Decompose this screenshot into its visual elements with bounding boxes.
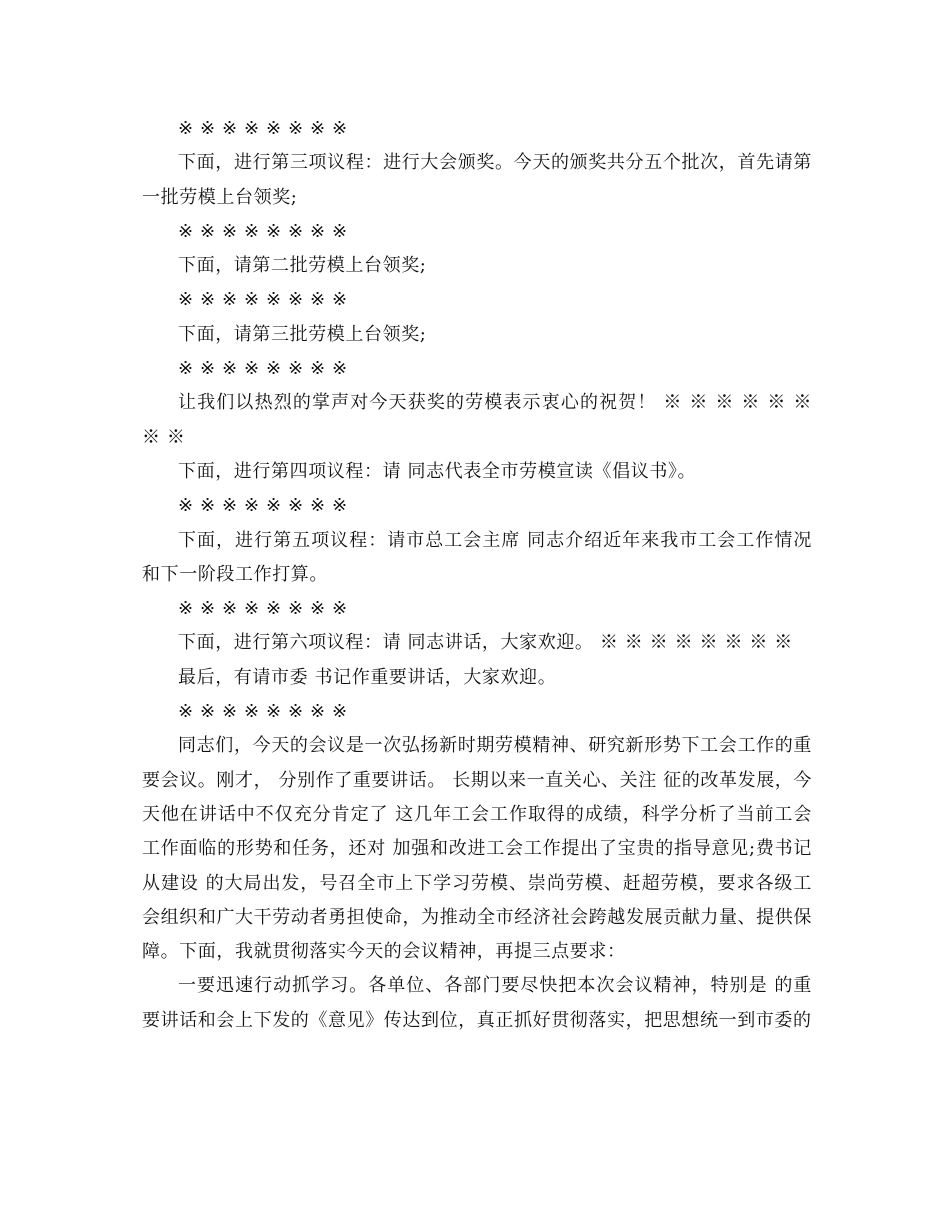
separator-line: ※ ※ ※ ※ ※ ※ ※ ※ (178, 118, 348, 139)
separator-line: ※ ※ ※ ※ ※ ※ ※ ※ (178, 701, 348, 723)
separator-line: ※ ※ ※ ※ ※ ※ ※ ※ (178, 289, 348, 311)
agenda-item-4: 下面，进行第四项议程：请 同志代表全市劳模宣读《倡议书》。 (178, 460, 697, 482)
separator-line: ※ ※ ※ ※ ※ ※ ※ ※ (178, 495, 348, 517)
award-batch-2: 下面，请第二批劳模上台领奖; (178, 255, 427, 277)
agenda-item-6: 下面，进行第六项议程：请 同志讲话，大家欢迎。 ※ ※ ※ ※ ※ ※ ※ ※ (178, 632, 793, 654)
document-page (142, 112, 812, 1038)
agenda-item-5: 下面，进行第五项议程：请市总工会主席 同志介绍近年来我市工会工作情况和下一阶段工作打算。 (142, 529, 812, 585)
final-speech-line: 最后，有请市委 书记作重要讲话，大家欢迎。 (178, 666, 557, 688)
separator-line: ※ ※ ※ ※ ※ ※ ※ ※ (178, 358, 348, 380)
agenda-item-3: 下面，进行第三项议程：进行大会颁奖。今天的颁奖共分五个批次，首先请第一批劳模上台领奖; (142, 152, 812, 208)
award-batch-3: 下面，请第三批劳模上台领奖; (178, 323, 427, 345)
summary-paragraph: 同志们，今天的会议是一次弘扬新时期劳模精神、研究新形势下工会工作的重要会议。刚才， 分别作了重要讲话。 长期以来一直关心、关注 征的改革发展，今天他在讲话中不仅充分肯定了 这几年工会工作取得的成绩，科学分析了当前工会工作面临的形势和任务，还对 加强和改进工会工作提出了宝贵的指导意见;费书记从建设 的大局出发，号召全市上下学习劳模、崇尚劳模、赶超劳模，要求各级工会组织和广大干劳动者勇担使命，为推动全市经济社会跨越发展贡献力量、提供保障。下面，我就贯彻落实今天的会议精神，再提三点要求： (142, 735, 812, 963)
requirement-1-paragraph: 一要迅速行动抓学习。各单位、各部门要尽快把本次会议精神，特别是 的重要讲话和会上下发的《意见》传达到位，真正抓好贯彻落实，把思想统一到市委的 (142, 975, 812, 1031)
separator-line: ※ ※ ※ ※ ※ ※ ※ ※ (178, 220, 348, 242)
separator-line: ※ ※ ※ ※ ※ ※ ※ ※ (178, 598, 348, 620)
applause-line: 让我们以热烈的掌声对今天获奖的劳模表示衷心的祝贺！ ※ ※ ※ ※ ※ ※ ※ ※ (142, 392, 812, 448)
